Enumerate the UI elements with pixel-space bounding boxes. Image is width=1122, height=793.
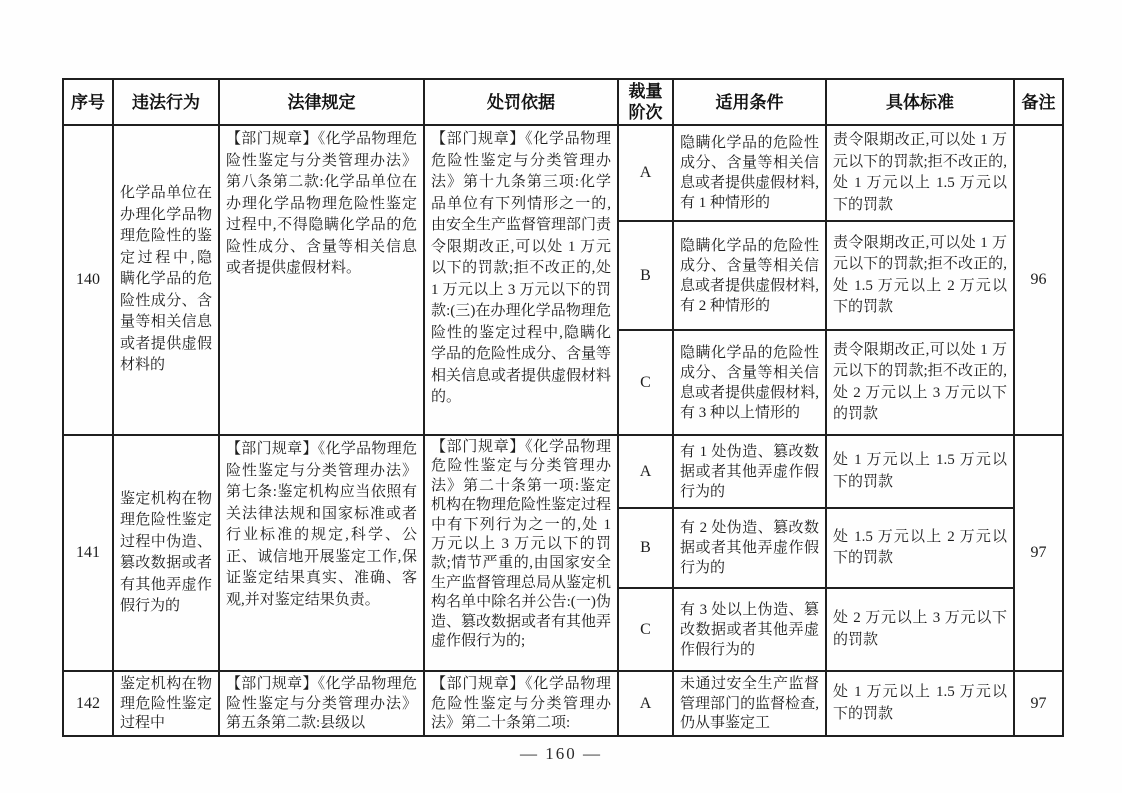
header-note: 备注 [1014, 79, 1063, 125]
condition-cell: 隐瞒化学品的危险性成分、含量等相关信息或者提供虚假材料,有 2 种情形的 [673, 221, 826, 330]
penalty-discretion-table [62, 78, 1064, 737]
header-basis: 处罚依据 [424, 79, 618, 125]
standard-cell: 处 1 万元以上 1.5 万元以下的罚款 [826, 435, 1014, 508]
tier-cell: C [618, 330, 673, 435]
condition-clipped-text: 未通过安全生产监督管理部门的监督检查,仍从事鉴定工 [680, 676, 819, 731]
seq-cell: 141 [63, 435, 113, 671]
condition-cell [673, 671, 826, 736]
tier-cell: A [618, 435, 673, 508]
condition-cell: 隐瞒化学品的危险性成分、含量等相关信息或者提供虚假材料,有 1 种情形的 [673, 125, 826, 221]
tier-cell: B [618, 221, 673, 330]
law-cell [219, 671, 424, 736]
table-row-141-a [63, 435, 1063, 508]
table-row-140-a [63, 125, 1063, 221]
header-law: 法律规定 [219, 79, 424, 125]
basis-cell: 【部门规章】《化学品物理危险性鉴定与分类管理办法》第十九条第三项:化学品单位有下列情形之一的,由安全生产监督管理部门责令限期改正,可以处 1 万元以下的罚款;拒不改正的,处 1 万元以上 3 万元以下的罚款:(三)在办理化学品物理危险性的鉴定过程中,隐瞒化学品的危险性成分、含量等相关信息或者提供虚假材料的。 [424, 125, 618, 435]
tier-cell: C [618, 588, 673, 671]
seq-cell: 142 [63, 671, 113, 736]
standard-cell: 处 1.5 万元以上 2 万元以下的罚款 [826, 508, 1014, 588]
header-seq: 序号 [63, 79, 113, 125]
condition-cell: 有 3 处以上伪造、篡改数据或者其他弄虚作假行为的 [673, 588, 826, 671]
standard-cell: 责令限期改正,可以处 1 万元以下的罚款;拒不改正的,处 1 万元以上 1.5 万元以下的罚款 [826, 125, 1014, 221]
standard-cell: 责令限期改正,可以处 1 万元以下的罚款;拒不改正的,处 2 万元以上 3 万元以下的罚款 [826, 330, 1014, 435]
header-behavior: 违法行为 [113, 79, 219, 125]
behavior-cell: 鉴定机构在物理危险性鉴定过程中伪造、篡改数据或者有其他弄虚作假行为的 [113, 435, 219, 671]
behavior-cell [113, 671, 219, 736]
tier-cell: A [618, 671, 673, 736]
condition-cell: 有 2 处伪造、篡改数据或者其他弄虚作假行为的 [673, 508, 826, 588]
tier-cell: B [618, 508, 673, 588]
behavior-cell: 化学品单位在办理化学品物理危险性的鉴定过程中,隐瞒化学品的危险性成分、含量等相关信息或者提供虚假材料的 [113, 125, 219, 435]
condition-cell: 隐瞒化学品的危险性成分、含量等相关信息或者提供虚假材料,有 3 种以上情形的 [673, 330, 826, 435]
note-cell: 97 [1014, 671, 1063, 736]
note-cell: 97 [1014, 435, 1063, 671]
behavior-clipped-text: 鉴定机构在物理危险性鉴定过程中 [120, 676, 212, 731]
tier-cell: A [618, 125, 673, 221]
standard-cell: 责令限期改正,可以处 1 万元以下的罚款;拒不改正的,处 1.5 万元以上 2 万元以下的罚款 [826, 221, 1014, 330]
law-clipped-text: 【部门规章】《化学品物理危险性鉴定与分类管理办法》第五条第二款:县级以 [226, 676, 417, 731]
standard-cell: 处 1 万元以上 1.5 万元以下的罚款 [826, 671, 1014, 736]
basis-clipped-text: 【部门规章】《化学品物理危险性鉴定与分类管理办法》第二十条第二项: [431, 676, 611, 731]
page-number: — 160 — [520, 744, 602, 763]
condition-cell: 有 1 处伪造、篡改数据或者其他弄虚作假行为的 [673, 435, 826, 508]
table-row-142-a [63, 671, 1063, 736]
table-header-row [63, 79, 1063, 125]
header-tier: 裁量阶次 [618, 79, 673, 125]
header-condition: 适用条件 [673, 79, 826, 125]
header-standard: 具体标准 [826, 79, 1014, 125]
law-cell: 【部门规章】《化学品物理危险性鉴定与分类管理办法》第八条第二款:化学品单位在办理化学品物理危险性鉴定过程中,不得隐瞒化学品的危险性成分、含量等相关信息或者提供虚假材料。 [219, 125, 424, 435]
basis-cell: 【部门规章】《化学品物理危险性鉴定与分类管理办法》第二十条第一项:鉴定机构在物理危险性鉴定过程中有下列行为之一的,处 1 万元以上 3 万元以下的罚款;情节严重的,由国家安全生产监督管理总局从鉴定机构名单中除名并公告:(一)伪造、篡改数据或者有其他弄虚作假行为的; [424, 435, 618, 671]
standard-cell: 处 2 万元以上 3 万元以下的罚款 [826, 588, 1014, 671]
basis-cell [424, 671, 618, 736]
seq-cell: 140 [63, 125, 113, 435]
law-cell: 【部门规章】《化学品物理危险性鉴定与分类管理办法》第七条:鉴定机构应当依照有关法律法规和国家标准或者行业标准的规定,科学、公正、诚信地开展鉴定工作,保证鉴定结果真实、准确、客观,并对鉴定结果负责。 [219, 435, 424, 671]
note-cell: 96 [1014, 125, 1063, 435]
